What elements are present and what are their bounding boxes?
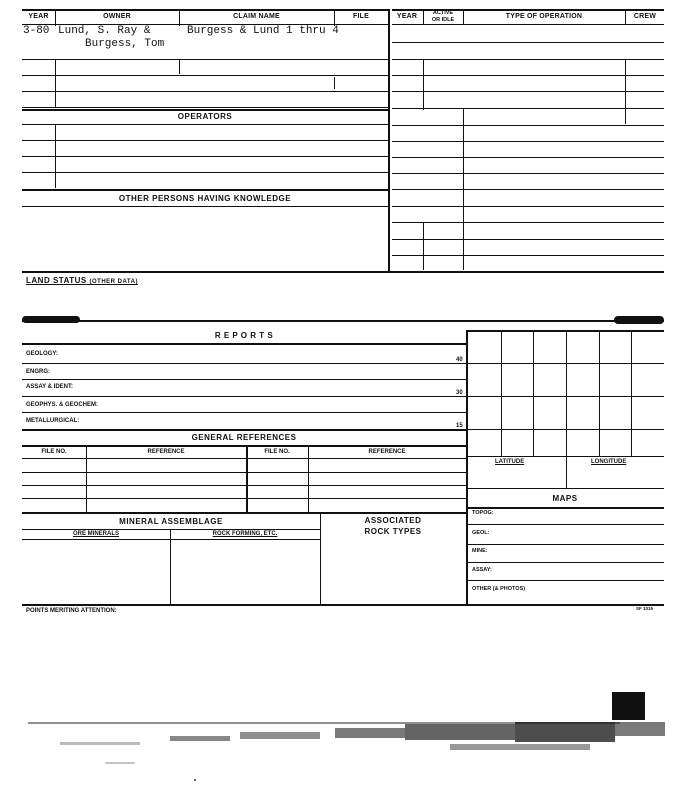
report-assay-label: ASSAY & IDENT: (26, 384, 74, 390)
associated-rock-types-line2: ROCK TYPES (364, 527, 422, 536)
crew-header: CREW (633, 13, 657, 20)
ref-header-reference-2: REFERENCE (368, 449, 406, 455)
maps-mine: MINE: (472, 548, 488, 554)
report-metallurgical-num: 15 (456, 423, 463, 429)
year-header: YEAR (28, 13, 49, 20)
ref-header-file-no-1: FILE NO. (41, 449, 67, 455)
report-geology-num: 40 (456, 357, 463, 363)
land-status-title: LAND STATUS (OTHER DATA) (26, 276, 138, 285)
file-header: FILE (353, 13, 369, 20)
report-geophys-label: GEOPHYS. & GEOCHEM: (26, 402, 99, 408)
other-persons-title: OTHER PERSONS HAVING KNOWLEDGE (118, 194, 292, 203)
reports-title: R E P O R T S (214, 331, 274, 340)
rock-forming-header: ROCK FORMING, ETC. (212, 531, 278, 537)
points-meriting-attention: POINTS MERITING ATTENTION: (26, 608, 117, 614)
type-of-operation-header: TYPE OF OPERATION (505, 13, 583, 20)
claim-row-1-year: 3-80 (23, 25, 50, 37)
ref-header-file-no-2: FILE NO. (264, 449, 290, 455)
claim-row-1-claim-name: Burgess & Lund 1 thru 4 (187, 25, 339, 37)
latitude-label: LATITUDE (495, 459, 525, 465)
scan-noise (0, 680, 678, 790)
claim-row-2-owner: Burgess, Tom (85, 38, 165, 50)
claim-row-1-owner: Lund, S. Ray & (58, 25, 151, 37)
longitude-label: LONGITUDE (591, 459, 627, 465)
active-header-line1: ACTIVE (432, 10, 454, 16)
active-header-line2: OR IDLE (431, 17, 455, 23)
ref-header-reference-1: REFERENCE (147, 449, 185, 455)
maps-topog: TOPOG: (472, 510, 494, 516)
form-number: SF 1015 (636, 606, 654, 611)
report-assay-num: 30 (456, 390, 463, 396)
general-references-title: GENERAL REFERENCES (191, 433, 297, 442)
maps-title: MAPS (552, 494, 578, 503)
maps-geol: GEOL: (472, 530, 490, 536)
ore-minerals-header: ORE MINERALS (72, 531, 119, 537)
report-engrg-label: ENGRG: (26, 369, 50, 375)
report-geology-label: GEOLOGY: (26, 351, 58, 357)
report-metallurgical-label: METALLURGICAL: (26, 418, 80, 424)
claim-name-header: CLAIM NAME (233, 13, 280, 20)
land-status-subtitle: (OTHER DATA) (89, 279, 138, 285)
mineral-assemblage-title: MINERAL ASSEMBLAGE (119, 517, 223, 526)
op-year-header: YEAR (396, 13, 418, 20)
maps-other: OTHER (& PHOTOS) (472, 586, 526, 592)
operators-title: OPERATORS (177, 112, 233, 121)
associated-rock-types-line1: ASSOCIATED (364, 516, 422, 525)
maps-assay: ASSAY: (472, 567, 492, 573)
owner-header: OWNER (103, 13, 131, 20)
